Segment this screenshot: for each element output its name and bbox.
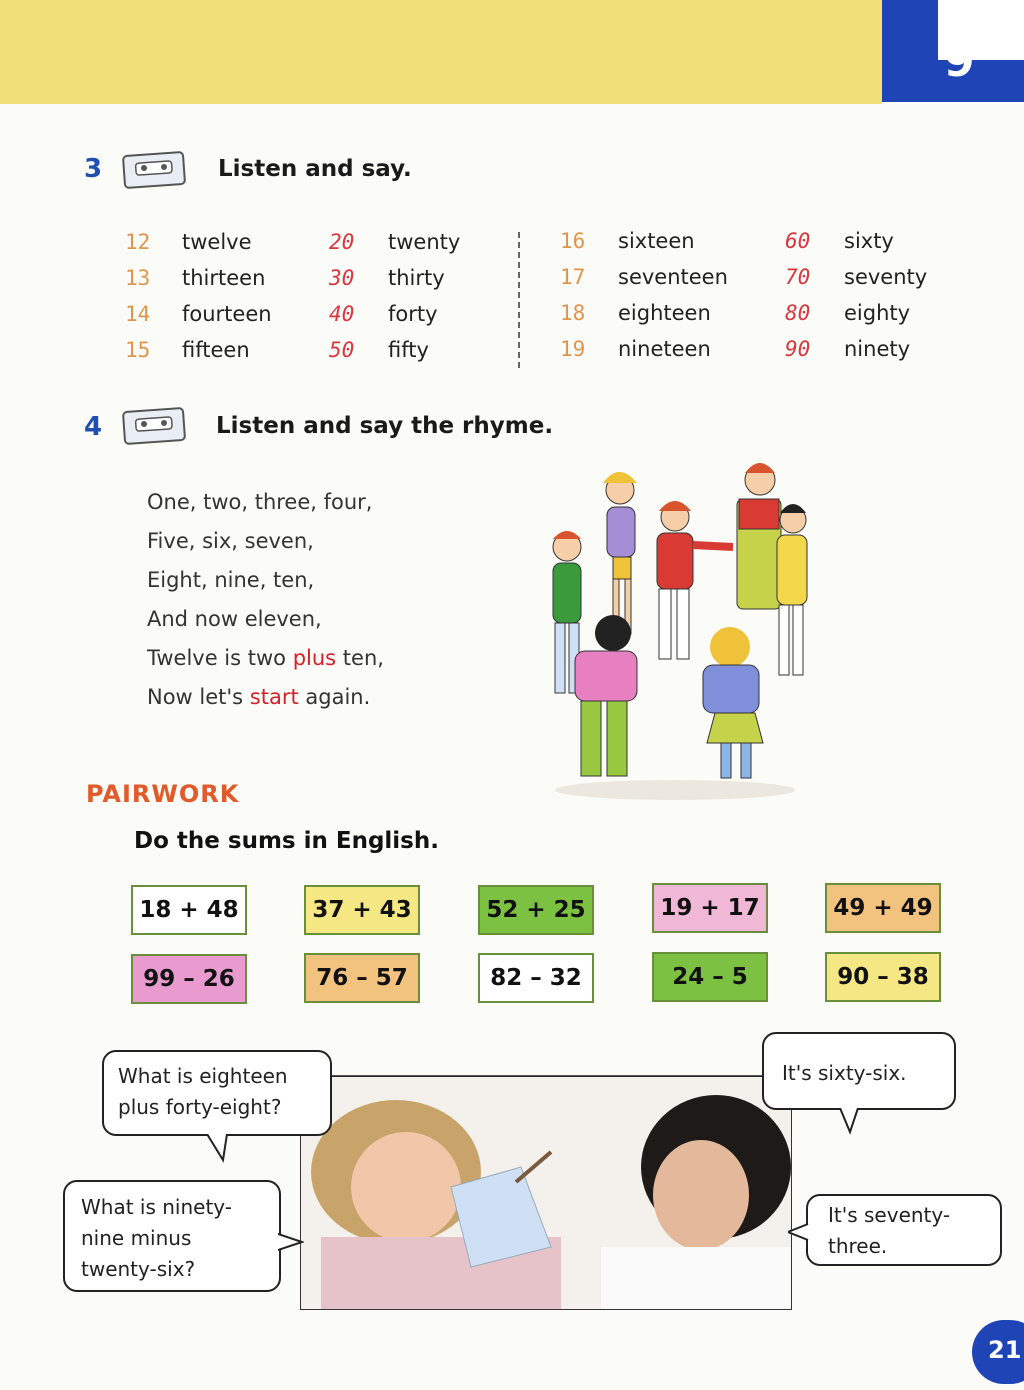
sum-box: 99 – 26 [131,954,247,1004]
rhyme-text: ten, [336,646,384,670]
tens-number: 20 [329,230,355,254]
tens-number: 90 [785,337,811,361]
tens-number: 80 [785,301,811,325]
speech-bubble-answer-1: It's sixty-six. [762,1032,956,1110]
cassette-icon [122,406,188,446]
tens-word: sixty [844,229,894,253]
number-word: nineteen [618,337,711,361]
number-word: sixteen [618,229,695,253]
speech-bubble-question-2 [63,1180,281,1292]
rhyme-text: Twelve is two [147,646,293,670]
unit-number: 9 [944,36,975,87]
number: 17 [560,265,586,289]
number: 13 [125,266,151,290]
bubble-text: What is eighteen [118,1064,288,1088]
bubble-tail [788,1222,810,1246]
bubble-tail [278,1232,304,1256]
speech-bubble-question-1 [102,1050,332,1136]
unit-tab [882,0,1024,102]
number-word: seventeen [618,265,728,289]
bubble-tail [838,1108,864,1136]
top-banner [0,0,882,104]
number-word: thirteen [182,266,266,290]
number: 15 [125,338,151,362]
bubble-text: three. [828,1234,888,1258]
rhyme-line: Five, six, seven, [147,529,314,553]
tens-word: seventy [844,265,928,289]
tens-word: forty [388,302,438,326]
exercise-4-title: Listen and say the rhyme. [216,413,554,439]
rhyme-highlight: plus [292,646,337,670]
pairwork-heading: PAIRWORK [86,780,240,808]
tens-word: eighty [844,301,911,325]
number-word: fifteen [182,338,250,362]
tens-word: thirty [388,266,445,290]
number-word: fourteen [182,302,272,326]
sum-box: 19 + 17 [652,883,768,933]
rhyme-line: One, two, three, four, [147,490,373,514]
number: 12 [125,230,151,254]
rhyme-text: again. [298,685,371,709]
rhyme-line [147,685,384,724]
sum-box: 90 – 38 [825,952,941,1002]
tens-number: 30 [329,266,355,290]
sum-box: 76 – 57 [304,953,420,1003]
photo-illustration [301,1077,791,1309]
children-illustration [525,455,825,805]
unit-label: U [938,2,956,27]
tens-number: 40 [329,302,355,326]
tens-word: ninety [844,337,911,361]
bubble-text: What is ninety- [81,1195,232,1219]
tens-number: 50 [329,338,355,362]
rhyme-line: Eight, nine, ten, [147,568,315,592]
sum-box: 82 – 32 [478,953,594,1003]
number: 19 [560,337,586,361]
exercise-3-number: 3 [84,154,103,184]
children-photo [300,1076,792,1310]
tens-number: 70 [785,265,811,289]
rhyme [147,490,384,724]
rhyme-line [147,646,384,685]
bubble-text: It's seventy- [828,1203,951,1227]
column-divider [518,232,520,368]
bubble-tail [205,1134,235,1164]
number-word: twelve [182,230,252,254]
sum-box: 37 + 43 [304,885,420,935]
sum-box: 49 + 49 [825,883,941,933]
sums-instruction: Do the sums in English. [134,828,439,854]
rhyme-text: Now let's [147,685,250,709]
number: 14 [125,302,151,326]
page-number: 21 [988,1336,1022,1364]
bubble-text: plus forty-eight? [118,1095,282,1119]
sum-box: 18 + 48 [131,885,247,935]
exercise-3-title: Listen and say. [218,156,412,182]
page-number-badge [972,1320,1024,1384]
bubble-text: nine minus [81,1226,192,1250]
sum-box: 52 + 25 [478,885,594,935]
bubble-text: twenty-six? [81,1257,196,1281]
rhyme-line: And now eleven, [147,607,322,631]
photo-top-line [328,1074,764,1078]
tens-word: twenty [388,230,461,254]
sum-box: 24 – 5 [652,952,768,1002]
number: 18 [560,301,586,325]
exercise-4-number: 4 [84,412,103,442]
speech-bubble-answer-2 [806,1194,1002,1266]
tens-number: 60 [785,229,811,253]
number: 16 [560,229,586,253]
tens-word: fifty [388,338,429,362]
rhyme-highlight: start [249,685,299,709]
number-word: eighteen [618,301,711,325]
cassette-icon [122,150,188,190]
